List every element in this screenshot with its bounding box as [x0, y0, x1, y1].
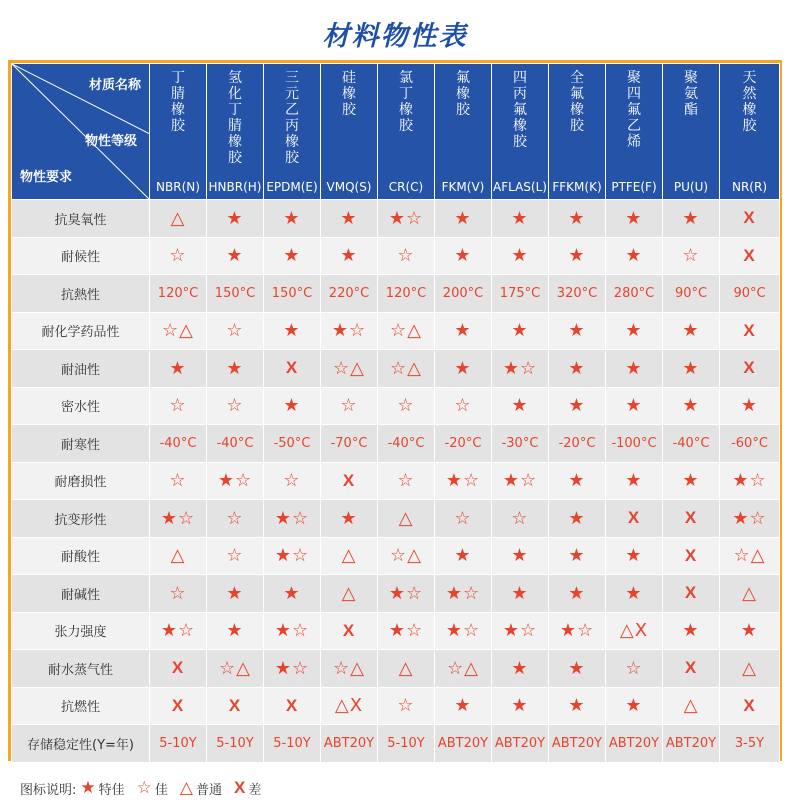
- table-row: [12, 425, 780, 463]
- rating-cell: ★☆: [264, 612, 321, 650]
- rating-cell: X: [720, 350, 780, 388]
- rating-cell: X: [207, 687, 264, 725]
- rating-cell: ★: [606, 537, 663, 575]
- rating-cell: ★: [435, 350, 492, 388]
- legend: [20, 777, 273, 799]
- rating-cell: ★☆: [378, 200, 435, 238]
- rating-cell: ★: [207, 237, 264, 275]
- rating-cell: △: [321, 537, 378, 575]
- rating-cell: ★: [663, 462, 720, 500]
- rating-cell: ABT20Y: [606, 725, 663, 763]
- rating-cell: -60°C: [720, 425, 780, 463]
- legend-item: [180, 778, 222, 798]
- rating-cell: X: [321, 462, 378, 500]
- rating-cell: ★: [549, 387, 606, 425]
- rating-cell: 175°C: [492, 275, 549, 313]
- table-row: [12, 537, 780, 575]
- rating-cell: X: [720, 200, 780, 238]
- material-name: 氯丁橡胶: [399, 69, 413, 134]
- table-body: [12, 200, 780, 763]
- table-row: [12, 237, 780, 275]
- legend-text: 佳: [154, 782, 168, 798]
- rating-cell: 220°C: [321, 275, 378, 313]
- rating-cell: X: [720, 312, 780, 350]
- rating-cell: ★: [606, 387, 663, 425]
- legend-item: [137, 778, 168, 798]
- rating-cell: ★☆: [435, 462, 492, 500]
- rating-cell: ☆: [435, 500, 492, 538]
- material-header-cell: [549, 64, 606, 200]
- rating-cell: ★: [549, 462, 606, 500]
- rating-cell: ★: [207, 612, 264, 650]
- table-row: [12, 612, 780, 650]
- rating-cell: △: [720, 650, 780, 688]
- rating-cell: ☆△: [321, 350, 378, 388]
- rating-cell: -30°C: [492, 425, 549, 463]
- rating-cell: ★: [492, 537, 549, 575]
- table-row: [12, 200, 780, 238]
- material-name: 丁腈橡胶: [171, 69, 185, 134]
- property-name: 耐化学药品性: [12, 312, 150, 350]
- rating-cell: ☆: [150, 387, 207, 425]
- material-header-cell: [321, 64, 378, 200]
- material-header-cell: [720, 64, 780, 200]
- rating-cell: -100°C: [606, 425, 663, 463]
- property-name: 耐油性: [12, 350, 150, 388]
- page-title: 材料物性表: [322, 21, 468, 52]
- rating-cell: ★: [606, 462, 663, 500]
- rating-cell: ★: [663, 312, 720, 350]
- rating-cell: △: [720, 575, 780, 613]
- material-name: 三元乙丙橡胶: [285, 69, 299, 166]
- rating-cell: -20°C: [549, 425, 606, 463]
- rating-cell: ★: [549, 687, 606, 725]
- rating-cell: X: [720, 687, 780, 725]
- rating-cell: ★: [207, 575, 264, 613]
- rating-cell: △: [321, 575, 378, 613]
- rating-cell: ★: [264, 200, 321, 238]
- rating-cell: 90°C: [663, 275, 720, 313]
- rating-cell: △X: [321, 687, 378, 725]
- rating-cell: ☆△: [321, 650, 378, 688]
- rating-cell: -20°C: [435, 425, 492, 463]
- rating-cell: -40°C: [378, 425, 435, 463]
- rating-cell: ★: [492, 200, 549, 238]
- rating-cell: ★☆: [207, 462, 264, 500]
- material-code: VMQ(S): [326, 179, 372, 194]
- rating-cell: ★: [492, 687, 549, 725]
- rating-cell: ☆△: [378, 537, 435, 575]
- rating-cell: ★☆: [378, 575, 435, 613]
- legend-symbol-icon: ★: [80, 778, 96, 798]
- rating-cell: ★☆: [492, 350, 549, 388]
- rating-cell: ★: [549, 237, 606, 275]
- rating-cell: ★☆: [264, 650, 321, 688]
- rating-cell: ★: [264, 237, 321, 275]
- material-name: 氢化丁腈橡胶: [228, 69, 242, 166]
- material-header-cell: [264, 64, 321, 200]
- rating-cell: -40°C: [663, 425, 720, 463]
- rating-cell: ABT20Y: [549, 725, 606, 763]
- rating-cell: ABT20Y: [663, 725, 720, 763]
- material-name: 全氟橡胶: [570, 69, 584, 134]
- rating-cell: 150°C: [207, 275, 264, 313]
- rating-cell: ★☆: [492, 612, 549, 650]
- legend-item: [234, 778, 261, 798]
- rating-cell: △: [150, 200, 207, 238]
- rating-cell: ☆: [207, 312, 264, 350]
- rating-cell: ★☆: [720, 462, 780, 500]
- rating-cell: △: [663, 687, 720, 725]
- material-code: FKM(V): [441, 179, 485, 194]
- rating-cell: 5-10Y: [378, 725, 435, 763]
- rating-cell: ☆: [378, 462, 435, 500]
- rating-cell: △: [378, 500, 435, 538]
- rating-cell: ☆△: [378, 312, 435, 350]
- rating-cell: ★: [720, 387, 780, 425]
- rating-cell: ★: [606, 200, 663, 238]
- material-code: CR(C): [388, 179, 424, 194]
- legend-label: 图标说明:: [20, 782, 77, 798]
- rating-cell: 120°C: [378, 275, 435, 313]
- rating-cell: ★☆: [150, 500, 207, 538]
- rating-cell: 3-5Y: [720, 725, 780, 763]
- rating-cell: ★: [150, 350, 207, 388]
- rating-cell: ☆: [264, 462, 321, 500]
- table-row: [12, 462, 780, 500]
- rating-cell: ★: [720, 612, 780, 650]
- property-name: 抗燃性: [12, 687, 150, 725]
- rating-cell: ☆: [492, 500, 549, 538]
- rating-cell: ★: [549, 500, 606, 538]
- rating-cell: ★: [435, 537, 492, 575]
- rating-cell: ★: [549, 575, 606, 613]
- material-header-cell: [606, 64, 663, 200]
- rating-cell: 200°C: [435, 275, 492, 313]
- rating-cell: ★: [207, 350, 264, 388]
- grade-label: 物性等级: [84, 134, 137, 149]
- rating-cell: ★: [663, 350, 720, 388]
- rating-cell: △: [378, 650, 435, 688]
- rating-cell: ★: [549, 350, 606, 388]
- rating-cell: ★: [435, 312, 492, 350]
- material-name: 聚四氟乙烯: [627, 69, 641, 150]
- material-name: 聚氨酯: [684, 69, 698, 118]
- header-corner-cell: [12, 64, 150, 200]
- legend-symbol-icon: △: [179, 778, 193, 798]
- rating-cell: ★: [549, 200, 606, 238]
- property-name: 耐碱性: [12, 575, 150, 613]
- rating-cell: △: [150, 537, 207, 575]
- rating-cell: 5-10Y: [207, 725, 264, 763]
- legend-text: 普通: [196, 782, 223, 798]
- rating-cell: ★☆: [435, 575, 492, 613]
- rating-cell: X: [606, 500, 663, 538]
- rating-cell: ★: [663, 387, 720, 425]
- rating-cell: ☆: [321, 387, 378, 425]
- material-properties-table: [11, 63, 780, 763]
- rating-cell: X: [663, 537, 720, 575]
- material-code: AFLAS(L): [493, 179, 547, 194]
- rating-cell: -40°C: [207, 425, 264, 463]
- rating-cell: X: [663, 650, 720, 688]
- material-header-cell: [435, 64, 492, 200]
- material-header-cell: [207, 64, 264, 200]
- rating-cell: ★: [435, 200, 492, 238]
- property-name: 抗熱性: [12, 275, 150, 313]
- rating-cell: ☆: [150, 462, 207, 500]
- property-name: 密水性: [12, 387, 150, 425]
- table-row: [12, 575, 780, 613]
- legend-symbol-icon: X: [234, 778, 246, 797]
- rating-cell: X: [663, 500, 720, 538]
- rating-cell: ★: [549, 312, 606, 350]
- rating-cell: ★: [606, 575, 663, 613]
- rating-cell: ★: [663, 200, 720, 238]
- legend-text: 差: [248, 782, 262, 798]
- rating-cell: ★: [663, 612, 720, 650]
- rating-cell: ★☆: [321, 312, 378, 350]
- rating-cell: ★: [549, 537, 606, 575]
- rating-cell: ★: [207, 200, 264, 238]
- table-row: [12, 500, 780, 538]
- rating-cell: ★: [606, 350, 663, 388]
- rating-cell: ABT20Y: [492, 725, 549, 763]
- material-name: 四丙氟橡胶: [513, 69, 527, 150]
- legend-text: 特佳: [98, 782, 125, 798]
- rating-cell: 5-10Y: [150, 725, 207, 763]
- rating-cell: ★: [264, 575, 321, 613]
- property-name: 抗变形性: [12, 500, 150, 538]
- rating-cell: ☆: [663, 237, 720, 275]
- rating-cell: X: [264, 350, 321, 388]
- material-code: HNBR(H): [208, 179, 262, 194]
- rating-cell: ☆△: [435, 650, 492, 688]
- rating-cell: ★☆: [264, 500, 321, 538]
- rating-cell: ☆: [150, 575, 207, 613]
- rating-cell: ☆: [378, 237, 435, 275]
- rating-cell: ★: [321, 200, 378, 238]
- rating-cell: -50°C: [264, 425, 321, 463]
- rating-cell: -40°C: [150, 425, 207, 463]
- material-header-cell: [492, 64, 549, 200]
- property-name: 耐酸性: [12, 537, 150, 575]
- rating-cell: ☆△: [207, 650, 264, 688]
- table-row: [12, 350, 780, 388]
- rating-cell: -70°C: [321, 425, 378, 463]
- rating-cell: ★☆: [549, 612, 606, 650]
- property-name: 抗臭氧性: [12, 200, 150, 238]
- rating-cell: ☆: [378, 387, 435, 425]
- rating-cell: ☆: [207, 387, 264, 425]
- rating-cell: ★☆: [150, 612, 207, 650]
- table-row: [12, 687, 780, 725]
- rating-cell: ★: [492, 237, 549, 275]
- rating-cell: ★: [264, 312, 321, 350]
- table-row: [12, 387, 780, 425]
- property-name: 存储稳定性(Y=年): [12, 725, 150, 763]
- rating-cell: ☆: [150, 237, 207, 275]
- material-code: PU(U): [673, 179, 709, 194]
- rating-cell: X: [264, 687, 321, 725]
- rating-cell: ★: [435, 687, 492, 725]
- rating-cell: ★: [606, 312, 663, 350]
- property-name: 耐水蒸气性: [12, 650, 150, 688]
- property-name: 耐候性: [12, 237, 150, 275]
- rating-cell: ★☆: [264, 537, 321, 575]
- rating-cell: ★: [606, 687, 663, 725]
- legend-item: [80, 778, 124, 798]
- material-name: 天然橡胶: [742, 69, 757, 134]
- rating-cell: X: [720, 237, 780, 275]
- rating-cell: ☆: [207, 537, 264, 575]
- table-row: [12, 275, 780, 313]
- rating-cell: ★☆: [492, 462, 549, 500]
- rating-cell: ★: [549, 650, 606, 688]
- rating-cell: ☆△: [378, 350, 435, 388]
- material-name: 氟橡胶: [456, 69, 470, 118]
- material-header-cell: [378, 64, 435, 200]
- rating-cell: ☆: [378, 687, 435, 725]
- rating-cell: ★☆: [720, 500, 780, 538]
- rating-cell: △X: [606, 612, 663, 650]
- material-name: 硅橡胶: [342, 69, 356, 118]
- property-name: 耐磨损性: [12, 462, 150, 500]
- material-code: NBR(N): [156, 179, 200, 194]
- legend-symbol-icon: ☆: [136, 778, 152, 798]
- rating-cell: ★: [435, 237, 492, 275]
- material-code: NR(R): [731, 179, 767, 194]
- table-row: [12, 725, 780, 763]
- rating-cell: 320°C: [549, 275, 606, 313]
- rating-cell: ★☆: [378, 612, 435, 650]
- rating-cell: ABT20Y: [435, 725, 492, 763]
- rating-cell: ☆: [606, 650, 663, 688]
- rating-cell: ★: [264, 387, 321, 425]
- rating-cell: ★: [492, 650, 549, 688]
- rating-cell: 120°C: [150, 275, 207, 313]
- rating-cell: ★: [321, 500, 378, 538]
- rating-cell: 150°C: [264, 275, 321, 313]
- rating-cell: ☆: [207, 500, 264, 538]
- material-name-label: 材质名称: [88, 78, 141, 93]
- rating-cell: ★: [321, 237, 378, 275]
- property-name: 耐寒性: [12, 425, 150, 463]
- rating-cell: ABT20Y: [321, 725, 378, 763]
- rating-cell: ★: [492, 387, 549, 425]
- rating-cell: X: [150, 650, 207, 688]
- table-row: [12, 650, 780, 688]
- material-code: EPDM(E): [266, 179, 318, 194]
- material-header-cell: [150, 64, 207, 200]
- material-code: FFKM(K): [552, 179, 602, 194]
- property-name: 张力强度: [12, 612, 150, 650]
- material-header-cell: [663, 64, 720, 200]
- rating-cell: ☆△: [150, 312, 207, 350]
- rating-cell: 90°C: [720, 275, 780, 313]
- rating-cell: ★: [606, 237, 663, 275]
- rating-cell: ★: [492, 312, 549, 350]
- rating-cell: ★: [492, 575, 549, 613]
- rating-cell: ★☆: [435, 612, 492, 650]
- rating-cell: 280°C: [606, 275, 663, 313]
- rating-cell: X: [663, 575, 720, 613]
- rating-cell: X: [321, 612, 378, 650]
- header-row: [12, 64, 780, 200]
- rating-cell: X: [150, 687, 207, 725]
- requirement-label: 物性要求: [20, 170, 73, 185]
- rating-cell: ☆△: [720, 537, 780, 575]
- rating-cell: ☆: [435, 387, 492, 425]
- table-row: [12, 312, 780, 350]
- rating-cell: 5-10Y: [264, 725, 321, 763]
- material-code: PTFE(F): [611, 179, 657, 194]
